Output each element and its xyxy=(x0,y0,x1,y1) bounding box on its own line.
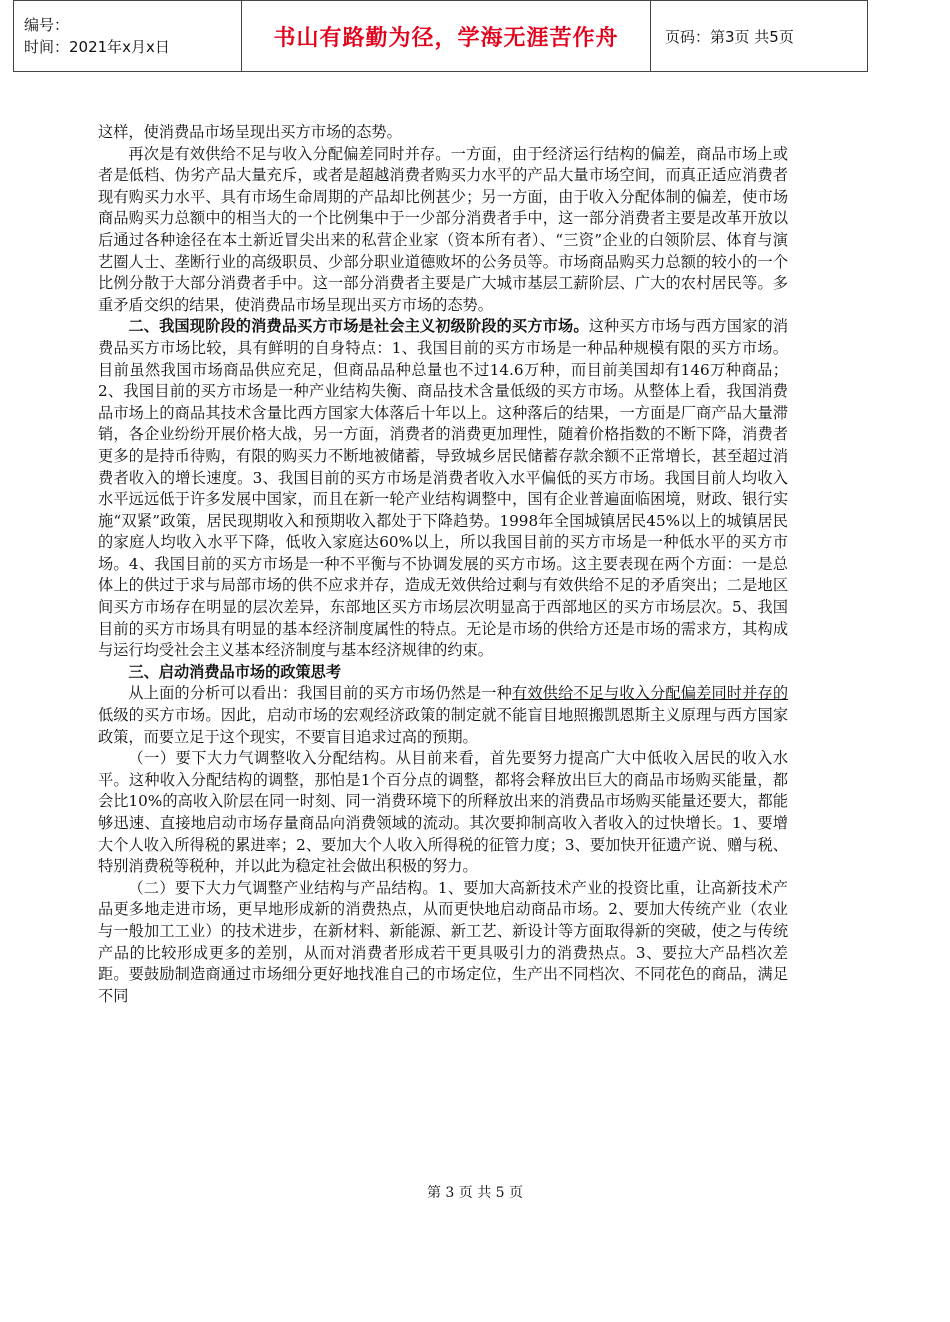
paragraph-5-underlined: 有效供给不足与收入分配偏差同时并存的 xyxy=(511,684,789,703)
paragraph-3-text: 这种买方市场与西方国家的消费品买方市场比较，具有鲜明的自身特点：1、我国目前的买方市场是一种品种规模有限的买方市场。目前虽然我国市场商品供应充足，但商品品种总量也不过14.6万种，而目前美国却有146万种商品；2、我国目前的买方市场是一种产业结构失衡、商品技术含量低级的买方市场。从整体上看，我国消费品市场上的商品其技术含量比西方国家大体落后十年以上。这种落后的结果，一方面是厂商产品大量滞销，各企业纷纷开展价格大战，另一方面，消费者的消费更加理性，随着价格指数的不断下降，消费者更多的是持币待购，有限的购买力不断地被储蓄，导致城乡居民储蓄存款余额不正常增长，甚至超过消费者收入的增长速度。3、我国目前的买方市场是消费者收入水平偏低的买方市场。我国目前人均收入水平远远低于许多发展中国家，而且在新一轮产业结构调整中，国有企业普遍面临困境，财政、银行实施“双紧”政策，居民现期收入和预期收入都处于下降趋势。1998年全国城镇居民45%以上的城镇居民的家庭人均收入水平下降，低收入家庭达60%以上，所以我国目前的买方市场是一种低水平的买方市场。4、我国目前的买方市场是一种不平衡与不协调发展的买方市场。这主要表现在两个方面：一是总体上的供过于求与局部市场的供不应求并存，造成无效供给过剩与有效供给不足的矛盾突出；二是地区间买方市场存在明显的层次差异，东部地区买方市场层次明显高于西部地区的买方市场层次。5、我国目前的买方市场具有明显的基本经济制度属性的特点。无论是市场的供给方还是市场的需求方，其构成与运行均受社会主义基本经济制度与基本经济规律的约束。 xyxy=(98,317,789,660)
paragraph-5-text-b: 低级的买方市场。因此，启动市场的宏观经济政策的制定就不能盲目地照搬凯恩斯主义原理与西方国家政策，而要立足于这个现实，不要盲目追求过高的预期。 xyxy=(98,706,788,746)
header-meta-cell xyxy=(14,1,242,72)
header-motto: 书山有路勤为径，学海无涯苦作舟 xyxy=(242,1,651,72)
document-date: 时间：2021年x月x日 xyxy=(24,38,170,56)
document-header xyxy=(13,0,868,72)
header-page-info: 页码：第3页 共5页 xyxy=(651,1,868,72)
paragraph-3 xyxy=(98,316,788,662)
paragraph-2: 再次是有效供给不足与收入分配偏差同时并存。一方面，由于经济运行结构的偏差，商品市场上或者是低档、伪劣产品大量充斥，或者是超越消费者购买力水平的产品大量市场空间，而真正适应消费者现有购买力水平、具有市场生命周期的产品却比例甚少；另一方面，由于收入分配体制的偏差，使市场商品购买力总额中的相当大的一个比例集中于一少部分消费者手中，这一部分消费者主要是改革开放以后通过各种途径在本土新近冒尖出来的私营企业家（资本所有者）、“三资”企业的白领阶层、体育与演艺圈人士、垄断行业的高级职员、少部分职业道德败坏的公务员等。市场商品购买力总额的较小的一个比例分散于大部分消费者手中。这一部分消费者主要是广大城市基层工薪阶层、广大的农村居民等。多重矛盾交织的结果，使消费品市场呈现出买方市场的态势。 xyxy=(98,144,788,314)
section-heading-2: 二、我国现阶段的消费品买方市场是社会主义初级阶段的买方市场。 xyxy=(128,317,589,336)
page-footer: 第 3 页 共 5 页 xyxy=(426,1185,524,1201)
document-body xyxy=(98,122,788,1007)
paragraph-6: （一）要下大力气调整收入分配结构。从目前来看，首先要努力提高广大中低收入居民的收入水平。这种收入分配结构的调整，那怕是1个百分点的调整，都将会释放出巨大的商品市场购买能量，都会比10%的高收入阶层在同一时刻、同一消费环境下的所释放出来的消费品市场购买能量还要大，都能够迅速、直接地启动市场存量商品向消费领域的流动。其次要抑制高收入者收入的过快增长。1、要增大个人收入所得税的累进率；2、要加大个人收入所得税的征管力度；3、要加快开征遗产说、赠与税、特别消费税等税种，并以此为稳定社会做出积极的努力。 xyxy=(98,749,788,876)
section-heading-3: 三、启动消费品市场的政策思考 xyxy=(128,662,342,681)
document-number-label: 编号： xyxy=(24,16,70,34)
paragraph-7: （二）要下大力气调整产业结构与产品结构。1、要加大高新技术产业的投资比重，让高新技术产品更多地走进市场，更早地形成新的消费热点，从而更快地启动商品市场。2、要加大传统产业（农业与一般加工工业）的技术进步，在新材料、新能源、新工艺、新设计等方面取得新的突破，使之与传统产品的比较形成更多的差别，从而对消费者形成若干更具吸引力的消费热点。3、要拉大产品档次差距。要鼓励制造商通过市场细分更好地找准自己的市场定位，生产出不同档次、不同花色的商品，满足不同 xyxy=(98,878,788,1005)
paragraph-5 xyxy=(98,683,788,748)
paragraph-5-text-a: 从上面的分析可以看出：我国目前的买方市场仍然是一种 xyxy=(128,684,512,703)
paragraph-1: 这样，使消费品市场呈现出买方市场的态势。 xyxy=(98,123,402,141)
